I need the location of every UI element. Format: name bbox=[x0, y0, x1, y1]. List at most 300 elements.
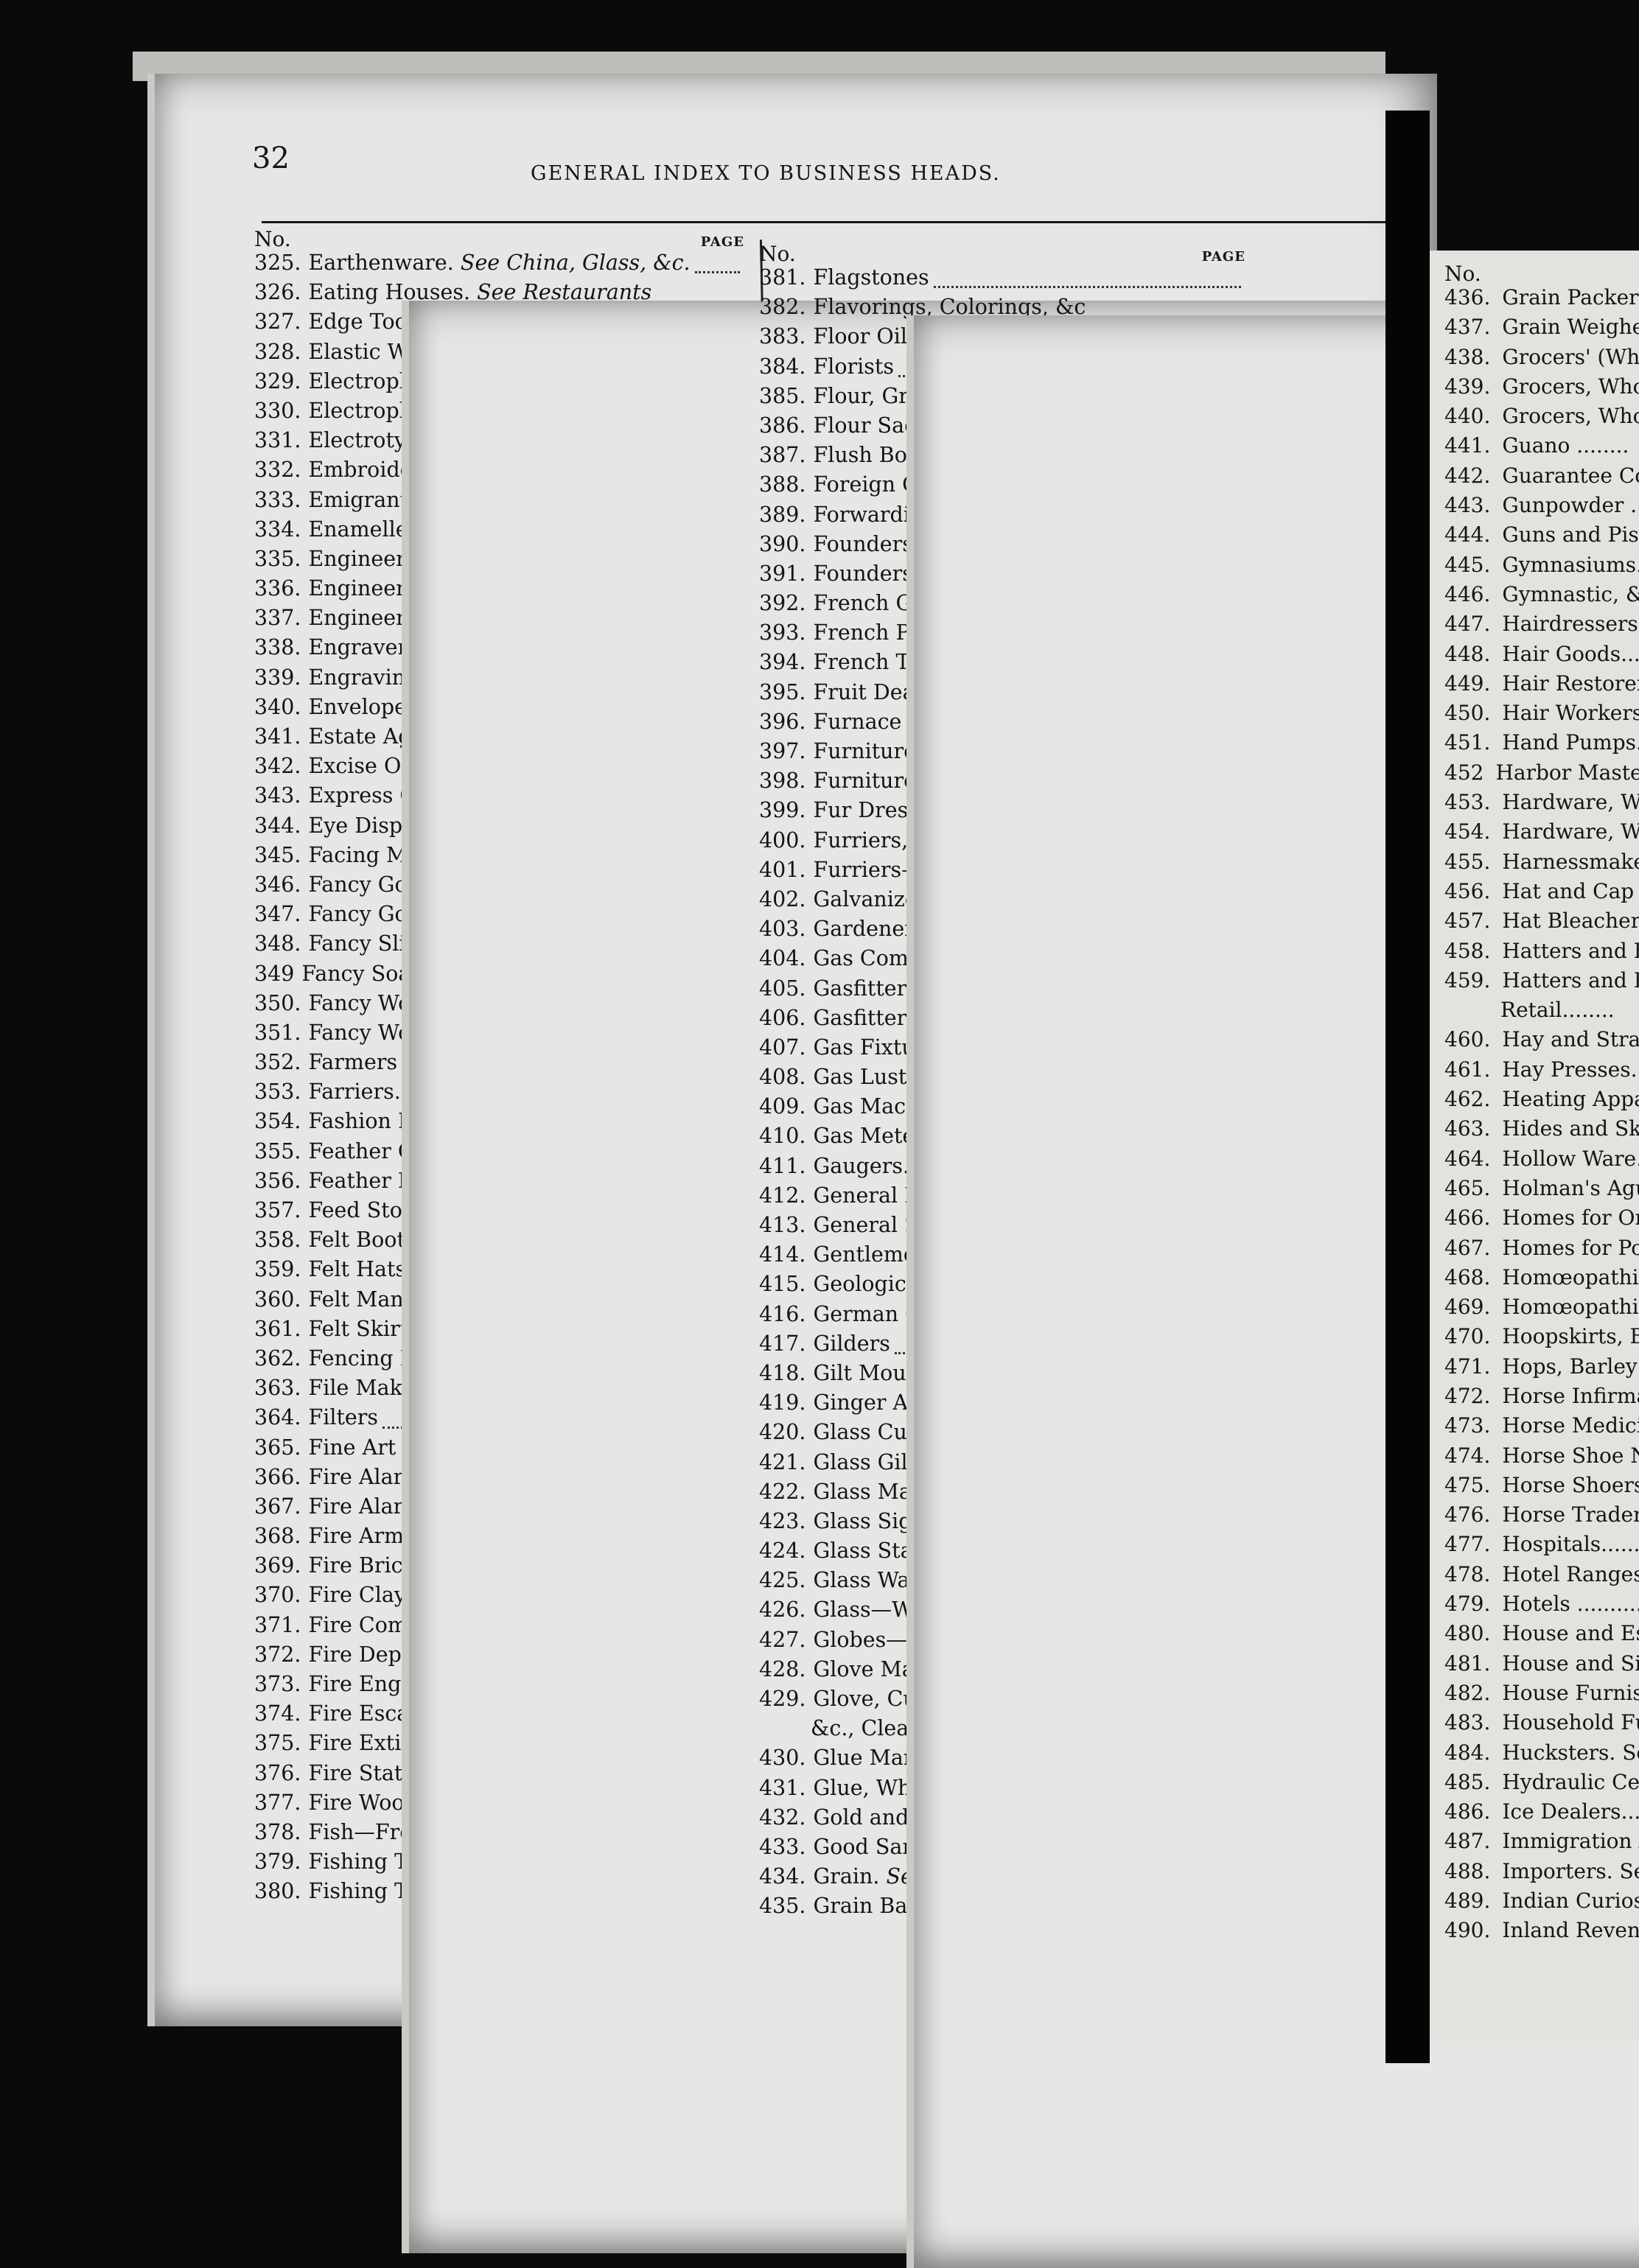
entry-number: 334. bbox=[254, 517, 301, 542]
entry-number: 439. bbox=[1444, 374, 1491, 399]
entry-number: 385. bbox=[759, 383, 806, 408]
entry-number: 332. bbox=[254, 458, 301, 483]
entry-number: 358. bbox=[254, 1228, 301, 1253]
entry-name-text: Globes—Gas bbox=[813, 1627, 948, 1652]
entry-name-text: Electroplaters bbox=[308, 398, 461, 423]
entry-name-text: Express bbox=[308, 783, 394, 808]
index-entry bbox=[254, 251, 744, 280]
entry-name-text: Farriers. bbox=[308, 1079, 401, 1105]
entry-number: 348. bbox=[254, 931, 301, 956]
entry-name-text: Fancy bbox=[308, 902, 371, 927]
entry-number: 405. bbox=[759, 976, 806, 1001]
entry-name-text: Felt Hats bbox=[308, 1257, 407, 1282]
entry-number: 345. bbox=[254, 842, 301, 867]
index-entry bbox=[254, 1879, 744, 1908]
entry-name-text: Fire Clay bbox=[308, 1583, 406, 1608]
dot-leader bbox=[934, 286, 1241, 288]
page-number: 32 bbox=[252, 141, 290, 175]
entry-name: Hotel Ranges bbox=[1502, 1561, 1639, 1586]
entry-name: Immigration bbox=[1502, 1829, 1632, 1854]
index-entry bbox=[1444, 463, 1639, 493]
entry-name: Horse Infirm bbox=[1502, 1383, 1637, 1408]
entry-name-text: Glove, bbox=[813, 1687, 881, 1711]
index-column-middle bbox=[759, 242, 1245, 1924]
index-entry bbox=[1444, 1413, 1639, 1443]
entry-name: Holman's Ag bbox=[1502, 1175, 1635, 1200]
entry-number: 446. bbox=[1444, 581, 1491, 606]
entry-name: House and E bbox=[1502, 1621, 1636, 1646]
entry-name: House Furnis bbox=[1502, 1680, 1639, 1705]
entry-number: 409. bbox=[759, 1094, 806, 1119]
entry-name: Gymnasiums.. bbox=[1502, 552, 1639, 577]
entry-name-text: Geological bbox=[813, 1272, 926, 1297]
entry-name-text: Furriers, bbox=[813, 827, 909, 853]
dot-leader bbox=[695, 271, 740, 273]
entry-number: 424. bbox=[759, 1539, 806, 1564]
entry-number: 477. bbox=[1444, 1532, 1491, 1557]
entry-number: 420. bbox=[759, 1420, 806, 1445]
entry-name-text: Engineers' bbox=[308, 606, 423, 631]
entry-number: 397. bbox=[759, 739, 806, 763]
entry-name-text: Glass—Window. bbox=[813, 1597, 982, 1623]
entry-number: 374. bbox=[254, 1701, 301, 1726]
entry-name: Hospitals........ bbox=[1502, 1532, 1639, 1557]
entry-number: 481. bbox=[1444, 1651, 1491, 1676]
index-entry bbox=[1444, 582, 1639, 612]
index-list-right bbox=[1444, 285, 1639, 1948]
entry-name bbox=[805, 532, 912, 556]
entry-number: 380. bbox=[254, 1879, 301, 1904]
entry-number: 453. bbox=[1444, 790, 1491, 815]
entry-number: 368. bbox=[254, 1524, 301, 1549]
entry-name-text: Furnace Builders bbox=[813, 709, 998, 734]
index-entry bbox=[1444, 1592, 1639, 1621]
entry-name: Hay Presses. bbox=[1502, 1057, 1638, 1082]
entry-number: 357. bbox=[254, 1198, 301, 1222]
entry-number: 431. bbox=[759, 1775, 806, 1800]
entry-name: Horse Medic bbox=[1502, 1413, 1637, 1438]
entry-name-text: Eating Houses. bbox=[308, 280, 471, 305]
entry-name-text: File Makers bbox=[308, 1376, 436, 1401]
entry-name: Hairdressers bbox=[1502, 612, 1638, 637]
entry-number: 460. bbox=[1444, 1027, 1491, 1052]
index-entry bbox=[1444, 345, 1639, 374]
entry-name-text: Gardeners. bbox=[813, 917, 932, 942]
entry-name-text: Edge Tools bbox=[308, 309, 425, 335]
entry-number: 421. bbox=[759, 1449, 806, 1474]
entry-number: 415. bbox=[759, 1272, 806, 1297]
entry-number: 398. bbox=[759, 769, 806, 794]
entry-name-text: Electroplated bbox=[308, 368, 453, 393]
index-entry bbox=[1444, 1027, 1639, 1057]
entry-number: 361. bbox=[254, 1316, 301, 1341]
entry-name-text: Furniture—New bbox=[813, 739, 986, 763]
entry-number: 455. bbox=[1444, 849, 1491, 874]
index-list-left bbox=[254, 251, 744, 1909]
entry-number: 464. bbox=[1444, 1146, 1491, 1171]
index-list-middle bbox=[759, 265, 1245, 1924]
entry-number: 436. bbox=[1444, 285, 1491, 309]
index-entry bbox=[1444, 1147, 1639, 1176]
entry-name-text: Emigrant Offices bbox=[308, 487, 489, 512]
entry-name: Heating Appa bbox=[1502, 1087, 1639, 1112]
index-entry bbox=[1444, 404, 1639, 433]
column-header-no: No. bbox=[759, 242, 796, 266]
book-gutter bbox=[1385, 111, 1430, 2063]
entry-number: 364. bbox=[254, 1405, 301, 1430]
entry-number: 468. bbox=[1444, 1264, 1491, 1289]
index-entry bbox=[1444, 493, 1639, 522]
entry-name-text: Gas Meters bbox=[813, 1124, 936, 1149]
entry-name: Grain Packer bbox=[1502, 285, 1639, 309]
entry-name: Hatters and bbox=[1502, 967, 1627, 993]
entry-name: Hay and Stra bbox=[1502, 1027, 1639, 1052]
entry-number: 328. bbox=[254, 339, 301, 364]
entry-number: 486. bbox=[1444, 1799, 1491, 1824]
index-entry bbox=[1444, 909, 1639, 938]
entry-number: 469. bbox=[1444, 1295, 1491, 1320]
entry-name: Hat and Cap bbox=[1502, 878, 1635, 903]
entry-number: 419. bbox=[759, 1390, 806, 1415]
entry-number: 414. bbox=[759, 1242, 806, 1267]
index-entry bbox=[1444, 1889, 1639, 1918]
index-entry bbox=[1444, 1621, 1639, 1651]
entry-name-text: Gentlemen's bbox=[813, 1242, 946, 1267]
entry-name bbox=[301, 635, 418, 659]
entry-number: 490. bbox=[1444, 1918, 1491, 1943]
entry-name bbox=[301, 1050, 397, 1074]
entry-number: 335. bbox=[254, 546, 301, 571]
entry-number: 463. bbox=[1444, 1116, 1491, 1141]
index-entry bbox=[1444, 433, 1639, 463]
column-header-no: No. bbox=[1444, 262, 1481, 286]
entry-number: 472. bbox=[1444, 1383, 1491, 1408]
index-entry bbox=[1444, 1295, 1639, 1324]
entry-name-text: Filters bbox=[308, 1405, 379, 1430]
entry-name-text: Glue bbox=[813, 1746, 863, 1771]
entry-name-text: Facing Mills bbox=[308, 842, 439, 867]
entry-name: Hair Workers. bbox=[1502, 701, 1639, 726]
entry-name: Homœopathic bbox=[1502, 1264, 1639, 1289]
entry-number: 341. bbox=[254, 724, 301, 749]
entry-number: 387. bbox=[759, 443, 806, 468]
index-entry bbox=[1444, 1265, 1639, 1295]
entry-number: 444. bbox=[1444, 522, 1491, 547]
entry-name: Guano ........ bbox=[1502, 433, 1629, 458]
index-entry bbox=[1444, 730, 1639, 760]
entry-number: 352. bbox=[254, 1050, 301, 1075]
entry-number: 377. bbox=[254, 1790, 301, 1815]
index-entry bbox=[1444, 1236, 1639, 1265]
entry-number: 458. bbox=[1444, 938, 1491, 963]
entry-name-text: Grain. bbox=[813, 1864, 880, 1889]
entry-name-text: Flush bbox=[813, 443, 873, 468]
index-entry bbox=[1444, 1354, 1639, 1384]
entry-number: 479. bbox=[1444, 1592, 1491, 1617]
index-entry bbox=[1444, 1918, 1639, 1947]
entry-name: Gunpowder ... bbox=[1502, 493, 1639, 518]
entry-name: Hollow Ware.. bbox=[1502, 1146, 1639, 1171]
entry-name-text: Grain Bags. bbox=[813, 1894, 939, 1919]
entry-name-text: Embroidery bbox=[308, 458, 435, 483]
entry-name-text: Glove bbox=[813, 1656, 874, 1681]
index-entry bbox=[1444, 1740, 1639, 1770]
entry-number: 422. bbox=[759, 1479, 806, 1504]
entry-name-text: Gas Machines bbox=[813, 1094, 963, 1119]
entry-number: 346. bbox=[254, 872, 301, 897]
entry-number: 442. bbox=[1444, 463, 1491, 488]
entry-number: 340. bbox=[254, 694, 301, 719]
entry-name: Hotels ........... bbox=[1502, 1592, 1639, 1617]
entry-name-text: Galvanized bbox=[813, 886, 932, 911]
entry-name: Homœopathic bbox=[1502, 1295, 1639, 1320]
entry-number: 443. bbox=[1444, 493, 1491, 518]
entry-number: 401. bbox=[759, 857, 806, 882]
entry-number: 392. bbox=[759, 591, 806, 616]
entry-name-text: Fire Wood bbox=[308, 1790, 418, 1815]
entry-name-text: Gilders bbox=[813, 1331, 890, 1356]
entry-name bbox=[805, 354, 894, 379]
entry-number: 353. bbox=[254, 1079, 301, 1105]
entry-name-text: Glass Stainers bbox=[813, 1539, 967, 1564]
entry-name-text: Engravings, bbox=[308, 665, 436, 690]
entry-name-text: French Goods. bbox=[813, 591, 969, 616]
entry-number: 473. bbox=[1444, 1413, 1491, 1438]
entry-name: Gymnastic, bbox=[1502, 581, 1619, 606]
entry-name-text: Fruit Dealers bbox=[813, 679, 955, 704]
entry-name-text: Gilt bbox=[813, 1360, 852, 1385]
entry-number: 344. bbox=[254, 813, 301, 838]
index-entry bbox=[1444, 760, 1639, 790]
entry-number: 331. bbox=[254, 428, 301, 453]
column-header-page: PAGE bbox=[1201, 249, 1245, 265]
entry-number: 432. bbox=[759, 1805, 806, 1830]
entry-name bbox=[805, 265, 929, 290]
index-entry bbox=[1444, 968, 1639, 998]
entry-number: 454. bbox=[1444, 819, 1491, 844]
entry-number: 373. bbox=[254, 1672, 301, 1696]
entry-number: 423. bbox=[759, 1508, 806, 1533]
index-entry bbox=[1444, 819, 1639, 849]
entry-name-text: Fishing Twines bbox=[308, 1879, 469, 1904]
entry-name-text: Estate Agents. bbox=[308, 724, 464, 749]
entry-name: Harbor Master bbox=[1495, 760, 1639, 785]
entry-name-text: Electrotypers bbox=[308, 428, 453, 453]
entry-name-text: Fancy Work. bbox=[308, 1020, 441, 1045]
entry-name-text: Floor Oil Cloths bbox=[813, 324, 982, 349]
entry-name bbox=[301, 1405, 378, 1429]
entry-name-text: Felt Boots bbox=[308, 1228, 416, 1253]
index-entry bbox=[1444, 790, 1639, 819]
entry-name-text: Fishing Tackle bbox=[308, 1849, 464, 1875]
entry-number: 456. bbox=[1444, 878, 1491, 903]
entry-name-text: Fancy bbox=[308, 990, 371, 1015]
entry-name-text: Fire Alarm bbox=[308, 1464, 424, 1489]
entry-number: 375. bbox=[254, 1731, 301, 1756]
entry-name-text: Fancy bbox=[308, 872, 371, 897]
entry-name bbox=[301, 1791, 417, 1815]
entry-number: 459. bbox=[1444, 967, 1491, 993]
entry-number: 337. bbox=[254, 606, 301, 631]
entry-name-text: Glass bbox=[813, 1420, 871, 1445]
running-head: GENERAL INDEX TO BUSINESS HEADS. bbox=[531, 162, 1001, 185]
entry-number: 382. bbox=[759, 295, 806, 320]
entry-number: 488. bbox=[1444, 1858, 1491, 1883]
entry-number: 384. bbox=[759, 354, 806, 379]
entry-number: 465. bbox=[1444, 1175, 1491, 1200]
entry-name: Hides and Sk bbox=[1502, 1116, 1639, 1141]
entry-name: Retail........ bbox=[1500, 998, 1615, 1023]
entry-name-text: Glue, Wholesale bbox=[813, 1775, 986, 1800]
entry-number: 339. bbox=[254, 665, 301, 690]
entry-number: 482. bbox=[1444, 1680, 1491, 1705]
index-entry bbox=[1444, 1443, 1639, 1473]
entry-number: 466. bbox=[1444, 1205, 1491, 1231]
entry-number: 367. bbox=[254, 1494, 301, 1519]
entry-name: House and Si bbox=[1502, 1651, 1639, 1676]
index-entry bbox=[1444, 285, 1639, 315]
index-entry bbox=[1444, 612, 1639, 641]
entry-name-text: Glass Signs bbox=[813, 1508, 937, 1533]
entry-name: Horse Trader bbox=[1502, 1502, 1639, 1527]
entry-name-text: Fish—Fresh, bbox=[308, 1819, 444, 1844]
entry-name-text: Gas Companies bbox=[813, 946, 979, 971]
entry-name: Hatters and bbox=[1502, 938, 1627, 963]
entry-name-text: Ginger bbox=[813, 1390, 887, 1415]
entry-number: 485. bbox=[1444, 1769, 1491, 1794]
index-entry bbox=[1444, 701, 1639, 730]
entry-name-text: Excise Officers bbox=[308, 754, 468, 779]
entry-name-text: Glass bbox=[813, 1479, 871, 1504]
entry-name-text: Gaugers. bbox=[813, 1153, 910, 1178]
entry-number: 471. bbox=[1444, 1354, 1491, 1379]
entry-name-text: Elastic Web bbox=[308, 339, 433, 364]
entry-name-text: Glass Ware. bbox=[813, 1568, 940, 1593]
entry-number: 355. bbox=[254, 1138, 301, 1163]
entry-name-text: Fur Dresser bbox=[813, 798, 942, 823]
entry-number: 412. bbox=[759, 1183, 806, 1208]
index-entry bbox=[1444, 671, 1639, 701]
index-entry bbox=[1444, 1859, 1639, 1889]
entry-name-text: Fire Stations bbox=[308, 1760, 447, 1785]
entry-number: 347. bbox=[254, 902, 301, 927]
entry-number: 381. bbox=[759, 265, 806, 290]
entry-name: Inland Reven bbox=[1502, 1918, 1639, 1943]
entry-number: 379. bbox=[254, 1849, 301, 1875]
entry-name: Guns and Pist bbox=[1502, 522, 1639, 547]
entry-number: 388. bbox=[759, 472, 806, 497]
entry-number: 445. bbox=[1444, 552, 1491, 577]
entry-number: 427. bbox=[759, 1627, 806, 1652]
entry-see-reference: See Restaurants bbox=[477, 280, 652, 305]
entry-number: 470. bbox=[1444, 1324, 1491, 1349]
index-column-right bbox=[1444, 262, 1639, 1948]
entry-number: 407. bbox=[759, 1035, 806, 1060]
entry-name: Household F bbox=[1502, 1710, 1635, 1735]
entry-number: 487. bbox=[1444, 1829, 1491, 1854]
entry-name: Homes for O bbox=[1502, 1205, 1635, 1231]
entry-number: 413. bbox=[759, 1213, 806, 1237]
entry-number: 363. bbox=[254, 1376, 301, 1401]
entry-number: 410. bbox=[759, 1124, 806, 1149]
entry-number: 389. bbox=[759, 502, 806, 527]
entry-number: 383. bbox=[759, 324, 806, 349]
entry-number: 349 bbox=[254, 961, 295, 986]
entry-name: Hardware, W bbox=[1502, 790, 1639, 815]
entry-name-text: Fire bbox=[308, 1612, 352, 1637]
index-entry bbox=[1444, 1799, 1639, 1829]
entry-number: 378. bbox=[254, 1819, 301, 1844]
entry-number: 336. bbox=[254, 576, 301, 601]
entry-number: 370. bbox=[254, 1583, 301, 1608]
index-entry bbox=[1444, 1532, 1639, 1561]
column-header-page: PAGE bbox=[700, 234, 744, 250]
index-entry bbox=[1444, 939, 1639, 968]
entry-number: 428. bbox=[759, 1656, 806, 1681]
entry-name-text: Fire Department bbox=[308, 1642, 487, 1667]
entry-name bbox=[301, 251, 690, 275]
entry-name-text: Flagstones bbox=[813, 265, 929, 290]
entry-name-text: Florists bbox=[813, 354, 894, 379]
entry-number: 325. bbox=[254, 251, 301, 275]
entry-number: 429. bbox=[759, 1687, 806, 1711]
entry-number: 329. bbox=[254, 368, 301, 393]
entry-name: Hair Goods..... bbox=[1502, 641, 1639, 666]
entry-number: 461. bbox=[1444, 1057, 1491, 1082]
entry-name: Indian Curios bbox=[1502, 1889, 1639, 1914]
entry-name bbox=[805, 1331, 890, 1356]
entry-number: 399. bbox=[759, 798, 806, 823]
entry-name bbox=[301, 1228, 416, 1252]
index-entry bbox=[759, 1894, 1245, 1923]
entry-see-reference: See China, Glass, &c. bbox=[460, 251, 691, 275]
entry-name-text: Flavorings, Colorings, &c bbox=[813, 295, 1086, 320]
index-entry bbox=[1444, 1087, 1639, 1116]
entry-name-text: Envelope bbox=[308, 694, 407, 719]
index-entry bbox=[1444, 642, 1639, 671]
entry-name: Hair Restorer bbox=[1502, 671, 1639, 696]
entry-name-text: Eye bbox=[308, 813, 349, 838]
entry-name-text: Glass Gilding bbox=[813, 1449, 955, 1474]
entry-number: 484. bbox=[1444, 1740, 1491, 1765]
entry-number: 437. bbox=[1444, 315, 1491, 340]
entry-name-text: Felt bbox=[308, 1287, 350, 1312]
index-entry bbox=[1444, 315, 1639, 344]
index-entry bbox=[1444, 1502, 1639, 1532]
entry-name: Hops, Barley bbox=[1502, 1354, 1638, 1379]
entry-name: Hat Bleacher bbox=[1502, 909, 1639, 934]
index-entry bbox=[1444, 879, 1639, 909]
entry-name-text: French Products bbox=[813, 620, 991, 645]
index-entry bbox=[1444, 1384, 1639, 1413]
entry-number: 326. bbox=[254, 280, 301, 305]
entry-number: 406. bbox=[759, 1005, 806, 1030]
index-entry bbox=[1444, 1473, 1639, 1502]
entry-name-text: Flour Sacks bbox=[813, 413, 940, 438]
entry-name-text: Fine Art Gallery bbox=[308, 1435, 480, 1460]
entry-number: 467. bbox=[1444, 1235, 1491, 1260]
entry-name-text: Enamellers bbox=[308, 517, 429, 542]
entry-number: 438. bbox=[1444, 344, 1491, 369]
entry-name: Harnessmak bbox=[1502, 849, 1634, 874]
index-entry bbox=[1444, 1829, 1639, 1858]
index-entry bbox=[759, 265, 1245, 295]
entry-number: 400. bbox=[759, 827, 806, 853]
entry-name: Hoopskirts, B bbox=[1502, 1324, 1639, 1349]
entry-number: 416. bbox=[759, 1301, 806, 1326]
entry-number: 426. bbox=[759, 1597, 806, 1623]
index-entry bbox=[1444, 1057, 1639, 1087]
